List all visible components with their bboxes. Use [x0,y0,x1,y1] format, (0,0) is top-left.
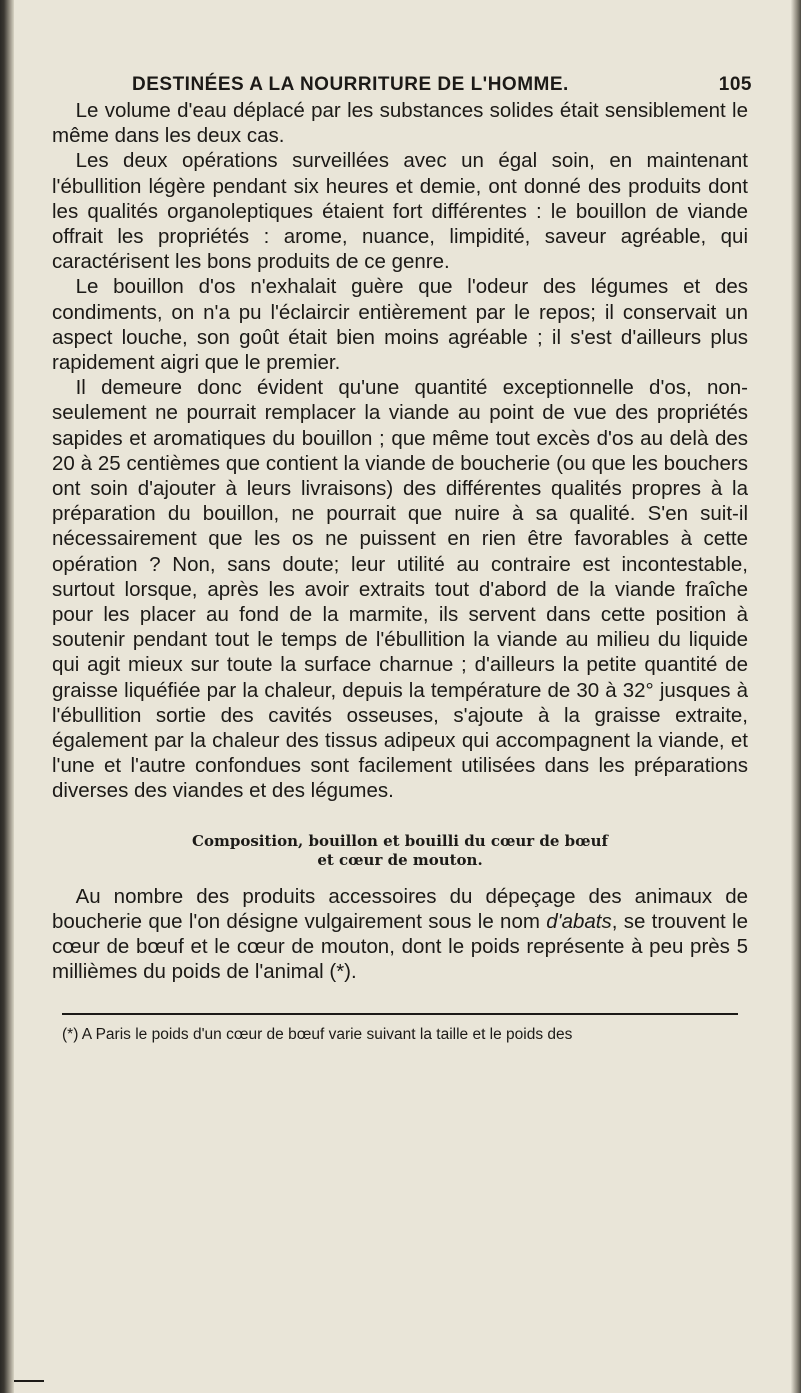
book-binding-edge-left [0,0,14,1393]
book-page [52,60,752,1045]
section-heading [52,832,748,870]
body-text [52,98,748,985]
footnote-rule [62,1013,738,1015]
page-number: 105 [718,74,752,95]
italic-term: d'abats [546,909,612,933]
page-corner-mark [14,1380,44,1382]
paragraph: Le bouillon d'os n'exhalait guère que l'odeur des légumes et des condiments, on n'a pu l'éclaircir entièrement par le repos; il conservait un aspect louche, son goût était bien moins agréable ; il s'est d'ailleurs plus rapidement aigri que le premier. [52,275,748,375]
section-heading-line: et cœur de mouton. [317,850,483,869]
running-head-title: DESTINÉES A LA NOURRITURE DE L'HOMME. [132,74,569,95]
section-heading-line: Composition, bouillon et bouilli du cœur de bœuf [192,831,608,850]
paragraph-text: Au nombre des produits accessoires du dépeçage des animaux de boucherie que l'on désigne vulgairement sous le nom [52,884,748,933]
paragraph-text: , se trouvent le cœur de bœuf et le cœur de mouton, dont le poids représente à peu près 5 millièmes du poids de l'animal (*). [52,909,748,984]
paragraph: Le volume d'eau déplacé par les substances solides était sensiblement le même dans les deux cas. [52,99,748,148]
running-head [52,60,752,98]
book-page-edge-right [791,0,801,1393]
footnote: (*) A Paris le poids d'un cœur de bœuf varie suivant la taille et le poids des [62,1025,573,1043]
paragraph: Les deux opérations surveillées avec un égal soin, en maintenant l'ébullition légère pendant six heures et demie, ont donné des produits dont les qualités organoleptiques étaient fort différentes : le bouillon de viande offrait les propriétés : arome, nuance, limpidité, saveur agréable, qui caractérisent les bons produits de ce genre. [52,149,748,274]
paragraph: Il demeure donc évident qu'une quantité exceptionnelle d'os, non-seulement ne pourrait remplacer la viande au point de vue des propriétés sapides et aromatiques du bouillon ; que même tout excès d'os au delà des 20 à 25 centièmes que contient la viande de boucherie (ou que les bouchers ont soin d'ajouter à leurs livraisons) des différentes qualités propres à la préparation du bouillon, ne pourrait que nuire à sa qualité. S'en suit-il nécessairement que les os ne puissent en rien être favorables à cette opération ? Non, sans doute; leur utilité au contraire est incontestable, surtout lorsque, après les avoir extraits tout d'abord de la viande fraîche pour les placer au fond de la marmite, ils servent dans cette position à soutenir pendant tout le temps de l'ébullition la viande au milieu du liquide qui agit mieux sur toute la surface charnue ; d'ailleurs la petite quantité de graisse liquéfiée par la chaleur, depuis la température de 30 à 32° jusques à l'ébullition sortie des cavités osseuses, s'ajoute à la graisse extraite, également par la chaleur des tissus adipeux qui accompagnent la viande, et l'une et l'autre confondues sont facilement utilisées dans les préparations diverses des viandes et des légumes. [52,376,748,803]
paragraph [52,884,748,985]
